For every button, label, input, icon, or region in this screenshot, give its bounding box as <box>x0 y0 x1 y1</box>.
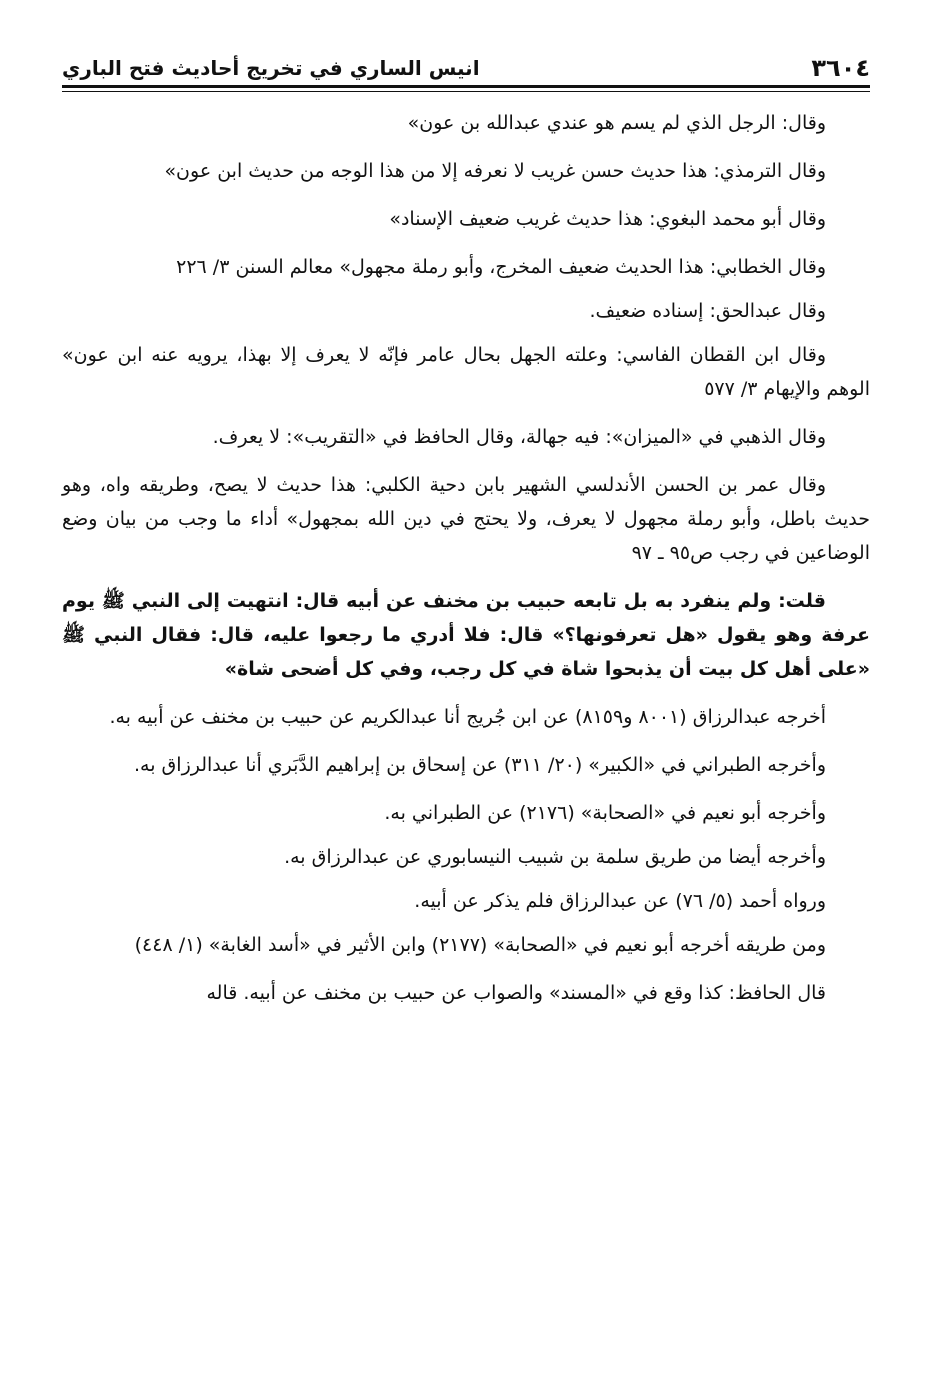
paragraph-16: قال الحافظ: كذا وقع في «المسند» والصواب عن حبيب بن مخنف عن أبيه. قاله <box>206 982 826 1004</box>
paragraph-12: وأخرجه أبو نعيم في «الصحابة» (٢١٧٦) عن الطبراني به. <box>384 802 826 824</box>
page-body <box>62 106 870 1024</box>
paragraph-9: قلت: ولم ينفرد به بل تابعه حبيب بن مخنف عن أبيه قال: انتهيت إلى النبي ﷺ يوم عرفة وهو يقول «هل تعرفونها؟» قال: فلا أدري ما رجعوا عليه، قال: فقال النبي ﷺ «على أهل كل بيت أن يذبحوا شاة في كل رجب، وفي كل أضحى شاة» <box>62 590 870 680</box>
paragraph-5: وقال عبدالحق: إسناده ضعيف. <box>589 300 826 322</box>
paragraph-7: وقال الذهبي في «الميزان»: فيه جهالة، وقال الحافظ في «التقريب»: لا يعرف. <box>212 426 826 448</box>
paragraph-4: وقال الخطابي: هذا الحديث ضعيف المخرج، وأبو رملة مجهول» معالم السنن ٣/ ٢٢٦ <box>176 256 826 278</box>
paragraph-3: وقال أبو محمد البغوي: هذا حديث غريب ضعيف الإسناد» <box>389 208 826 230</box>
page-number: ٣٦٠٤ <box>811 54 870 82</box>
page-header <box>62 50 870 84</box>
paragraph-8: وقال عمر بن الحسن الأندلسي الشهير بابن دحية الكلبي: هذا حديث لا يصح، وطريقه واه، وهو حديث باطل، وأبو رملة مجهول لا يعرف، ولا يحتج في دين الله بمجهول» أداء ما وجب من بيان وضع الوضاعين في رجب ص٩٥ ـ ٩٧ <box>62 474 870 564</box>
paragraph-2: وقال الترمذي: هذا حديث حسن غريب لا نعرفه إلا من هذا الوجه من حديث ابن عون» <box>164 160 826 182</box>
paragraph-1: وقال: الرجل الذي لم يسم هو عندي عبدالله بن عون» <box>407 112 826 134</box>
paragraph-14: ورواه أحمد (٥/ ٧٦) عن عبدالرزاق فلم يذكر عن أبيه. <box>414 890 826 912</box>
header-rule-thin <box>62 91 870 92</box>
paragraph-13: وأخرجه أيضا من طريق سلمة بن شبيب النيسابوري عن عبدالرزاق به. <box>284 846 826 868</box>
header-rule-thick <box>62 85 870 88</box>
paragraph-11: وأخرجه الطبراني في «الكبير» (٢٠/ ٣١١) عن إسحاق بن إبراهيم الدَّبَري أنا عبدالرزاق به. <box>134 754 826 776</box>
paragraph-10: أخرجه عبدالرزاق (٨٠٠١ و٨١٥٩) عن ابن جُريج أنا عبدالكريم عن حبيب بن مخنف عن أبيه به. <box>109 706 826 728</box>
paragraph-15: ومن طريقه أخرجه أبو نعيم في «الصحابة» (٢١٧٧) وابن الأثير في «أسد الغابة» (١/ ٤٤٨) <box>134 934 826 956</box>
paragraph-6: وقال ابن القطان الفاسي: وعلته الجهل بحال عامر فإنّه لا يعرف إلا بهذا، يرويه عنه ابن عون» الوهم والإيهام ٣/ ٥٧٧ <box>62 344 870 400</box>
running-title: انيس الساري في تخريج أحاديث فتح الباري <box>62 56 480 80</box>
